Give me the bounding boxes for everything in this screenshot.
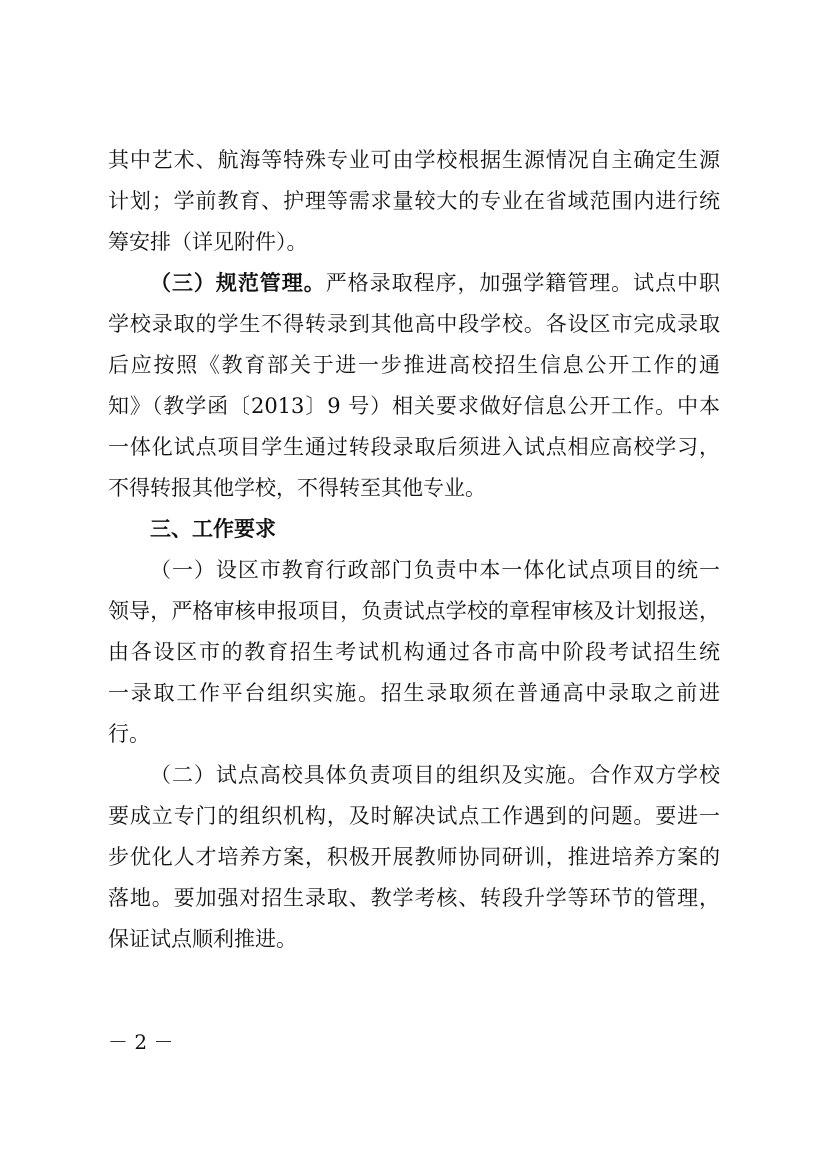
body-line: 落地。要加强对招生录取、教学考核、转段升学等环节的管理， xyxy=(108,886,720,910)
body-line: 学校录取的学生不得转录到其他高中段学校。各设区市完成录取 xyxy=(108,312,720,336)
body-line: 步优化人才培养方案，积极开展教师协同研训，推进培养方案的 xyxy=(108,845,720,869)
section-heading-work-requirements: 三、工作要求 xyxy=(150,517,276,541)
body-line: 要成立专门的组织机构，及时解决试点工作遇到的问题。要进一 xyxy=(108,804,720,828)
body-line: 一体化试点项目学生通过转段录取后须进入试点相应高校学习， xyxy=(108,435,720,459)
section-3-line xyxy=(150,265,720,301)
body-line: 由各设区市的教育招生考试机构通过各市高中阶段考试招生统 xyxy=(108,640,720,664)
page-number: － 2 － xyxy=(108,1030,174,1054)
section-3-text: 严格录取程序，加强学籍管理。试点中职 xyxy=(325,271,721,295)
body-line: 计划；学前教育、护理等需求量较大的专业在省域范围内进行统 xyxy=(108,189,720,213)
body-line: 领导，严格审核申报项目，负责试点学校的章程审核及计划报送， xyxy=(108,599,720,623)
body-line: 筹安排（详见附件）。 xyxy=(108,230,308,254)
body-line: （二）试点高校具体负责项目的组织及实施。合作双方学校 xyxy=(150,763,720,787)
section-3-bold-heading: （三）规范管理。 xyxy=(150,270,326,295)
body-line: 一录取工作平台组织实施。招生录取须在普通高中录取之前进 xyxy=(108,681,720,705)
body-line: 后应按照《教育部关于进一步推进高校招生信息公开工作的通 xyxy=(108,353,720,377)
body-line: 其中艺术、航海等特殊专业可由学校根据生源情况自主确定生源 xyxy=(108,148,720,172)
body-line: 不得转报其他学校，不得转至其他专业。 xyxy=(108,476,486,500)
body-line: 知》（教学函〔2013〕9 号）相关要求做好信息公开工作。中本 xyxy=(108,394,720,418)
body-line: 行。 xyxy=(108,722,150,746)
body-line: （一）设区市教育行政部门负责中本一体化试点项目的统一 xyxy=(150,558,720,582)
body-line: 保证试点顺利推进。 xyxy=(108,927,297,951)
